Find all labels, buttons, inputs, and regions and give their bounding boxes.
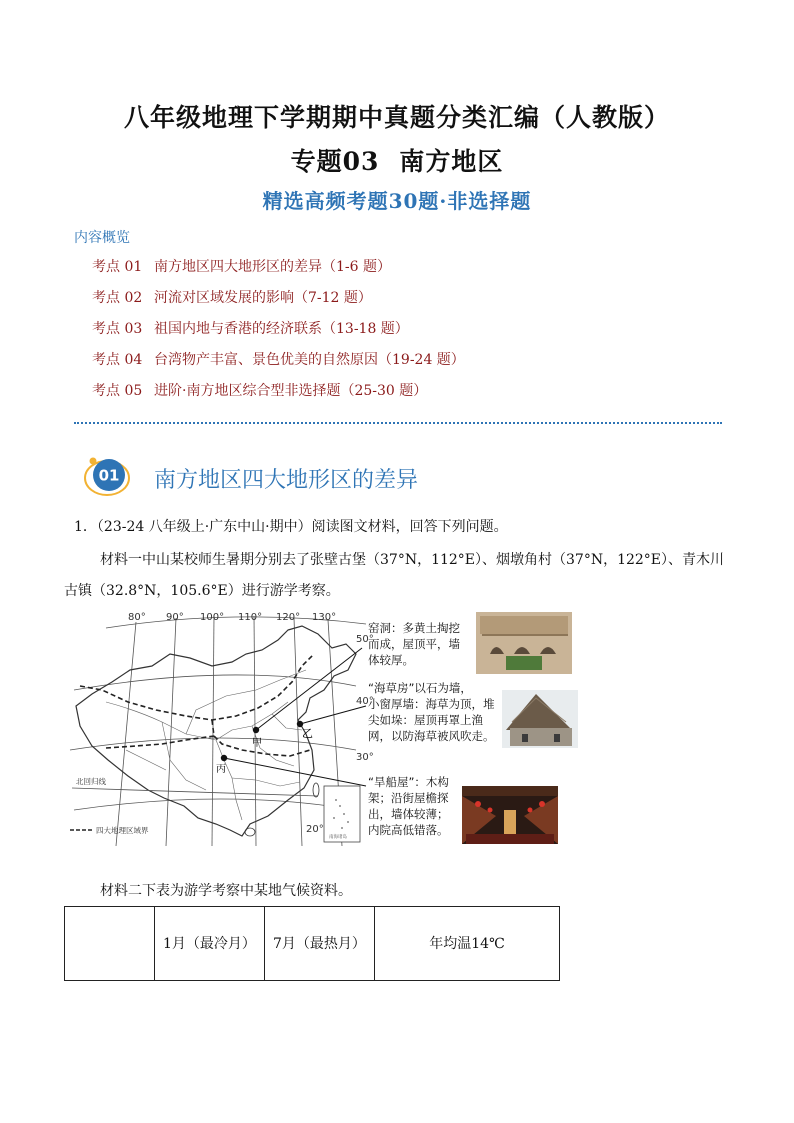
region-boundary [80, 654, 314, 720]
south-sea-inset [324, 786, 360, 842]
section-number: 01 [98, 466, 120, 485]
photo-seaweed-house [502, 690, 578, 748]
photo-dryboat-house [462, 786, 558, 844]
lon-label: 80° [128, 612, 146, 623]
table-row [65, 907, 560, 981]
point-code: 考点 02 [92, 290, 143, 306]
climate-table [64, 906, 560, 981]
annotation-line: 而成，屋顶平，墙 [368, 637, 460, 651]
annotation-line: 网，以防海草被风吹走。 [368, 729, 495, 743]
point-label: 甲 [252, 738, 262, 749]
section-divider [74, 422, 722, 424]
lat-label: 50° [356, 634, 374, 645]
point-code: 考点 05 [92, 383, 143, 399]
point-label: 乙 [302, 727, 313, 740]
list-item [92, 287, 712, 318]
map-graticule [70, 616, 366, 846]
point-label: 丙 [216, 764, 226, 775]
point-text: 南方地区四大地形区的差异（1-6 题） [154, 259, 391, 275]
annotation-line: 架；沿街屋檐探 [368, 791, 449, 805]
table-cell: 年均温14℃ [375, 907, 560, 981]
table-cell: 1月（最冷月） [155, 907, 265, 981]
china-map-figure [66, 610, 586, 852]
table-cell [65, 907, 155, 981]
point-code: 考点 04 [92, 352, 143, 368]
leader-lines [224, 648, 366, 786]
list-item [92, 349, 712, 380]
lon-label: 90° [166, 612, 184, 623]
overview-label: 内容概览 [74, 230, 130, 246]
section-title: 南方地区四大地形区的差异 [154, 468, 419, 493]
lon-label: 110° [238, 612, 263, 623]
overview-list [92, 256, 712, 411]
photo-cave-dwelling [476, 612, 572, 674]
province-boundaries [106, 670, 306, 820]
lat-label: 40° [356, 696, 374, 707]
topic-title [0, 142, 794, 178]
tropic-label: 北回归线 [76, 777, 106, 786]
region-boundary [106, 736, 214, 748]
point-text: 河流对区域发展的影响（7-12 题） [154, 290, 372, 306]
lon-label: 130° [312, 612, 337, 623]
point-text: 进阶·南方地区综合型非选择题（25-30 题） [154, 383, 428, 399]
list-item [92, 380, 712, 411]
point-code: 考点 03 [92, 321, 143, 337]
lat-label: 20° [306, 824, 324, 835]
lon-label: 100° [200, 612, 225, 623]
section-badge [84, 452, 130, 498]
annotation-line: 尖如垛：屋顶再罩上渔 [368, 713, 483, 727]
topic-code: 专题03 [290, 147, 380, 176]
table-cell: 7月（最热月） [265, 907, 375, 981]
lon-label: 120° [276, 612, 301, 623]
annotation-line: 体较厚。 [368, 653, 414, 667]
point-code: 考点 01 [92, 259, 143, 275]
inset-label: 南海诸岛 [329, 835, 347, 840]
list-item [92, 256, 712, 287]
point-text: 台湾物产丰富、景色优美的自然原因（19-24 题） [154, 352, 465, 368]
annotation-line: 内院高低错落。 [368, 823, 449, 837]
annotation-line: 小窗厚墙：海草为顶，堆 [368, 697, 495, 711]
annotation-line: 窑洞：多黄土掏挖 [368, 621, 460, 635]
material-two: 材料二下表为游学考察中某地气候资料。 [100, 883, 352, 899]
list-item [92, 318, 712, 349]
material-one: 材料一中山某校师生暑期分别去了张壁古堡（37°N，112°E）、烟墩角村（37°N，122°E）、青木川古镇（32.8°N，105.6°E）进行游学考察。 [64, 552, 725, 599]
annotation-line: 出，墙体较薄； [368, 807, 449, 821]
legend-label: 四大地理区域界 [96, 826, 149, 835]
subtitle: 精选高频考题30题·非选择题 [262, 189, 532, 213]
point-text: 祖国内地与香港的经济联系（13-18 题） [154, 321, 409, 337]
topic-name: 南方地区 [399, 147, 504, 176]
annotation-line: “海草房”以石为墙， [368, 681, 472, 695]
annotation-line: “旱船屋”：木构 [368, 775, 449, 789]
lat-label: 30° [356, 752, 374, 763]
document-title: 八年级地理下学期期中真题分类汇编（人教版） [123, 103, 670, 132]
question-stem: 1．（23-24 八年级上·广东中山·期中）阅读图文材料，回答下列问题。 [74, 519, 508, 535]
